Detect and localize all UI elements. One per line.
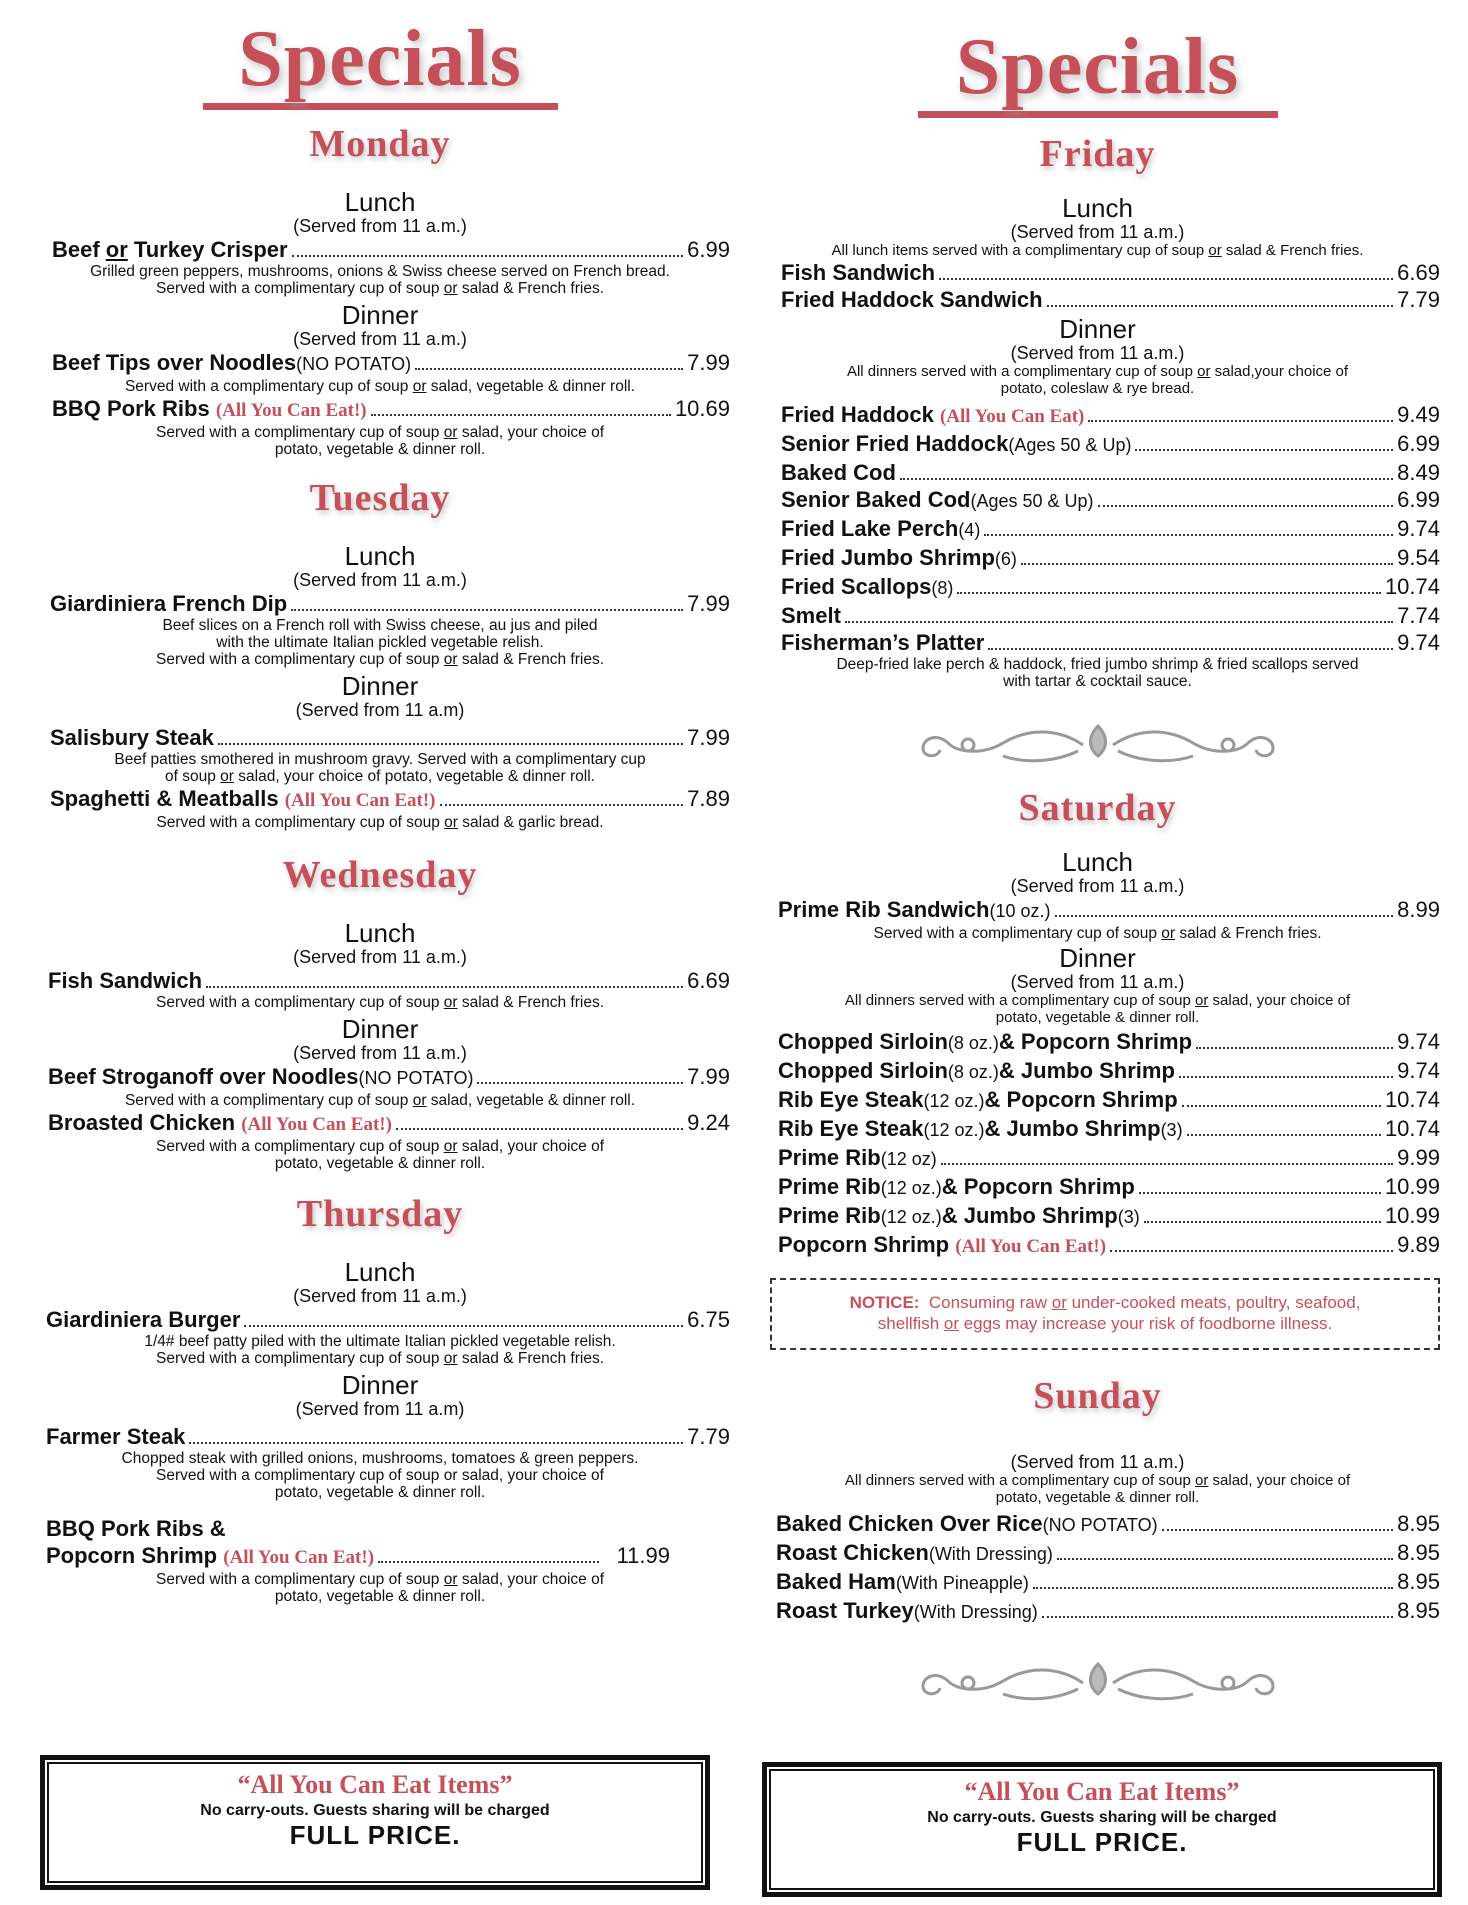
item-name: Roast Turkey: [776, 1598, 914, 1623]
menu-item: Giardiniera French Dip 7.99: [50, 591, 730, 616]
item-name: Baked Cod: [781, 460, 896, 485]
menu-item: [776, 1539, 1440, 1568]
specials-title-left: Specials: [30, 14, 730, 110]
item-price: 8.95: [1397, 1511, 1440, 1536]
item-detail: (Ages 50 & Up): [1008, 435, 1132, 455]
item-description: Served with a complimentary cup of soup or salad, your choice of potato, vegetable & dinner roll.: [155, 1571, 605, 1605]
item-price: 10.99: [1384, 1174, 1440, 1199]
menu-item: [776, 1568, 1440, 1597]
item-price: 9.74: [1397, 1058, 1440, 1083]
specials-title-right: Specials: [745, 22, 1450, 118]
served-time: (Served from 11 a.m.): [293, 329, 467, 349]
meal-note: All dinners served with a complimentary cup of soup or salad, your choice of potato, vegetable & dinner roll.: [844, 1472, 1351, 1506]
left-column: [30, 0, 730, 1605]
item-detail: (With Dressing): [928, 1544, 1053, 1564]
served-time: (Served from 11 a.m.): [293, 570, 467, 590]
day-heading-monday: Monday: [309, 123, 451, 165]
item-name: Fried Jumbo Shrimp: [781, 545, 995, 570]
friday-dinner-list: [745, 401, 1450, 656]
meal-note: All lunch items served with a complimentary cup of soup or salad & French fries.: [831, 242, 1364, 259]
item-price: 9.49: [1397, 402, 1440, 427]
item-name: Baked Chicken Over Rice: [776, 1511, 1043, 1536]
menu-item: [781, 515, 1440, 544]
item-name: Smelt: [781, 603, 841, 628]
served-time: (Served from 11 a.m): [295, 700, 465, 720]
menu-item: [778, 1086, 1440, 1115]
item-name: Fisherman’s Platter: [781, 630, 985, 655]
day-heading-tuesday: Tuesday: [309, 477, 451, 519]
item-name: Fish Sandwich: [781, 260, 936, 285]
menu-item: BBQ Pork Ribs &: [46, 1516, 226, 1541]
item-detail: (With Dressing): [913, 1602, 1038, 1622]
menu-item: [778, 1231, 1440, 1260]
meal-label: Dinner: [1059, 314, 1136, 344]
item-detail: (12 oz.): [880, 1178, 942, 1198]
served-time: (Served from 11 a.m.): [293, 1043, 467, 1063]
item-description: 1/4# beef patty piled with the ultimate Italian pickled vegetable relish. Served with a complimentary cup of soup or salad & French fries.: [144, 1333, 616, 1367]
meal-label: Lunch: [344, 541, 416, 571]
served-time: (Served from 11 a.m.): [293, 947, 467, 967]
day-heading-sunday: Sunday: [1033, 1375, 1162, 1417]
item-name: Fried Scallops: [781, 574, 932, 599]
item-detail: (12 oz.): [923, 1091, 985, 1111]
item-name: Fried Lake Perch: [781, 516, 959, 541]
item-detail: (Ages 50 & Up): [970, 491, 1094, 511]
menu-item: [781, 486, 1440, 515]
friday-lunch-list: [745, 259, 1450, 313]
menu-item: [781, 286, 1440, 313]
decorative-scroll-icon: [908, 718, 1288, 772]
item-name: & Popcorn Shrimp: [984, 1087, 1178, 1112]
menu-item: Spaghetti & Meatballs (All You Can Eat!) 7.89: [50, 786, 730, 811]
meal-label: Dinner: [341, 1014, 419, 1044]
menu-item: Salisbury Steak 7.99: [50, 725, 730, 750]
item-name: & Popcorn Shrimp: [941, 1174, 1135, 1199]
item-name: Fried Haddock Sandwich: [781, 287, 1043, 312]
food-safety-notice: NOTICE: Consuming raw or under-cooked meats, poultry, seafood, shellfish or eggs may increase your risk of foodborne illness.: [770, 1278, 1440, 1350]
item-name: Fried Haddock: [781, 402, 934, 427]
item-price: 8.49: [1397, 460, 1440, 485]
served-time: (Served from 11 a.m.): [1010, 876, 1185, 896]
day-heading-thursday: Thursday: [296, 1193, 464, 1235]
item-description: Served with a complimentary cup of soup or salad, your choice of potato, vegetable & dinner roll.: [155, 424, 605, 458]
item-name: & Jumbo Shrimp: [984, 1116, 1161, 1141]
item-description: Beef slices on a French roll with Swiss cheese, au jus and piled with the ultimate Italian pickled vegetable relish. Served with a complimentary cup of soup or salad & French fries.: [156, 617, 604, 668]
meal-note: All dinners served with a complimentary cup of soup or salad, your choice of potato, vegetable & dinner roll.: [844, 992, 1351, 1026]
item-description: Served with a complimentary cup of soup or salad & French fries.: [873, 925, 1322, 942]
item-detail: (With Pineapple): [895, 1573, 1029, 1593]
served-time: (Served from 11 a.m): [295, 1399, 465, 1419]
menu-item: [778, 1202, 1440, 1231]
served-time: (Served from 11 a.m.): [1010, 972, 1185, 992]
item-price: 6.69: [1397, 260, 1440, 285]
menu-item: Prime Rib Sandwich (10 oz.) 8.99: [778, 897, 1440, 922]
menu-item: [781, 459, 1440, 486]
item-price: 9.99: [1397, 1145, 1440, 1170]
item-name: Rib Eye Steak: [778, 1087, 924, 1112]
item-name: Roast Chicken: [776, 1540, 929, 1565]
menu-item: Popcorn Shrimp (All You Can Eat!) 11.99: [46, 1543, 670, 1568]
item-description: Served with a complimentary cup of soup or salad & garlic bread.: [156, 814, 604, 831]
menu-item: Giardiniera Burger 6.75: [46, 1307, 730, 1332]
item-price: 6.99: [687, 237, 730, 262]
item-detail: (3): [1160, 1120, 1183, 1140]
item-price: 9.74: [1397, 630, 1440, 655]
item-description: Chopped steak with grilled onions, mushrooms, tomatoes & green peppers. Served with a complimentary cup of soup or salad, your choice of potato, vegetable & dinner roll.: [121, 1450, 639, 1501]
item-detail: (NO POTATO): [1042, 1515, 1158, 1535]
menu-item: [778, 1057, 1440, 1086]
item-description: Served with a complimentary cup of soup or salad, vegetable & dinner roll.: [124, 1092, 636, 1109]
item-price: 8.95: [1397, 1569, 1440, 1594]
item-price: 8.95: [1397, 1598, 1440, 1623]
menu-item: Broasted Chicken (All You Can Eat!) 9.24: [48, 1110, 730, 1135]
item-price: 10.74: [1384, 1087, 1440, 1112]
menu-item: [778, 1115, 1440, 1144]
item-price: 6.99: [1397, 431, 1440, 456]
all-you-can-eat-box-right: “All You Can Eat Items” No carry-outs. Guests sharing will be charged FULL PRICE.: [762, 1762, 1442, 1897]
all-you-can-eat-tag: (All You Can Eat): [939, 406, 1085, 427]
meal-label: Lunch: [344, 187, 416, 217]
meal-label: Dinner: [341, 1370, 419, 1400]
meal-label: Dinner: [341, 300, 419, 330]
all-you-can-eat-box-left: “All You Can Eat Items” No carry-outs. Guests sharing will be charged FULL PRICE.: [40, 1755, 710, 1890]
item-detail: (12 oz): [880, 1149, 937, 1169]
menu-item: Beef Stroganoff over Noodles (NO POTATO) 7.99: [48, 1064, 730, 1089]
meal-label: Lunch: [344, 1257, 416, 1287]
item-description: Served with a complimentary cup of soup or salad & French fries.: [156, 994, 604, 1011]
served-time: (Served from 11 a.m.): [293, 216, 467, 236]
item-price: 9.74: [1397, 1029, 1440, 1054]
day-heading-wednesday: Wednesday: [282, 854, 478, 896]
item-detail: (8 oz.): [947, 1033, 999, 1053]
item-detail: (12 oz.): [880, 1207, 942, 1227]
item-price: 7.74: [1397, 603, 1440, 628]
served-time: (Served from 11 a.m.): [1010, 1452, 1185, 1472]
item-name: Chopped Sirloin: [778, 1029, 948, 1054]
menu-item: [781, 602, 1440, 629]
item-name: Chopped Sirloin: [778, 1058, 948, 1083]
menu-item: [776, 1597, 1440, 1626]
meal-note: All dinners served with a complimentary cup of soup or salad,your choice of potato, coleslaw & rye bread.: [846, 363, 1349, 397]
item-price: 10.74: [1384, 574, 1440, 599]
item-detail: (3): [1117, 1207, 1140, 1227]
item-price: 8.95: [1397, 1540, 1440, 1565]
item-price: 10.74: [1384, 1116, 1440, 1141]
menu-item: [781, 430, 1440, 459]
title-underline: [918, 111, 1278, 118]
menu-item: [781, 259, 1440, 286]
meal-label: Dinner: [341, 671, 419, 701]
item-name: Prime Rib: [778, 1203, 881, 1228]
served-time: (Served from 11 a.m.): [293, 1286, 467, 1306]
item-detail: (8 oz.): [947, 1062, 999, 1082]
item-detail: (4): [958, 520, 981, 540]
menu-item: [776, 1510, 1440, 1539]
item-detail: (8): [931, 578, 954, 598]
item-description: Beef patties smothered in mushroom gravy. Served with a complimentary cup of soup or salad, your choice of potato, vegetable & dinner roll.: [114, 751, 646, 785]
item-price: 9.89: [1397, 1232, 1440, 1257]
item-name: Prime Rib: [778, 1145, 881, 1170]
item-name: & Jumbo Shrimp: [941, 1203, 1118, 1228]
menu-item: [778, 1028, 1440, 1057]
meal-label: Lunch: [1062, 193, 1133, 223]
all-you-can-eat-tag: (All You Can Eat!): [955, 1236, 1107, 1257]
item-description: Deep-fried lake perch & haddock, fried jumbo shrimp & fried scallops served with tartar & cocktail sauce.: [836, 656, 1359, 690]
menu-item: [781, 544, 1440, 573]
served-time: (Served from 11 a.m.): [1010, 222, 1185, 242]
item-name: Baked Ham: [776, 1569, 896, 1594]
item-name: & Popcorn Shrimp: [998, 1029, 1193, 1054]
item-name: Rib Eye Steak: [778, 1116, 924, 1141]
item-name: Prime Rib: [778, 1174, 881, 1199]
decorative-scroll-icon: [908, 1656, 1288, 1710]
item-price: 9.74: [1397, 516, 1440, 541]
item-detail: (6): [994, 549, 1017, 569]
menu-item: Beef Tips over Noodles (NO POTATO) 7.99: [52, 350, 730, 375]
item-description: Served with a complimentary cup of soup or salad, your choice of potato, vegetable & dinner roll.: [155, 1138, 605, 1172]
menu-item: [778, 1173, 1440, 1202]
item-name: & Jumbo Shrimp: [998, 1058, 1175, 1083]
item-name: Popcorn Shrimp: [778, 1232, 950, 1257]
menu-item: Farmer Steak 7.79: [46, 1424, 730, 1449]
meal-label: Lunch: [1062, 847, 1133, 877]
menu-item: [781, 629, 1440, 656]
item-detail: (12 oz.): [923, 1120, 985, 1140]
sunday-list: [745, 1510, 1450, 1626]
item-description: Served with a complimentary cup of soup or salad, vegetable & dinner roll.: [124, 378, 636, 395]
meal-label: Lunch: [344, 918, 416, 948]
item-price: 7.79: [1397, 287, 1440, 312]
menu-item: Fish Sandwich 6.69: [48, 968, 730, 993]
item-description: Grilled green peppers, mushrooms, onions & Swiss cheese served on French bread. Served with a complimentary cup of soup or salad & French fries.: [90, 263, 670, 297]
item-name: Senior Fried Haddock: [781, 431, 1009, 456]
day-heading-saturday: Saturday: [1018, 787, 1177, 829]
menu-item: [781, 573, 1440, 602]
item-price: 10.99: [1384, 1203, 1440, 1228]
menu-item: [778, 1144, 1440, 1173]
day-heading-friday: Friday: [1039, 133, 1156, 175]
menu-item: [781, 401, 1440, 430]
meal-label: Dinner: [1059, 943, 1136, 973]
menu-item: BBQ Pork Ribs (All You Can Eat!) 10.69: [52, 396, 730, 421]
saturday-dinner-list: [745, 1028, 1450, 1260]
menu-item: Beef or Turkey Crisper 6.99: [52, 237, 730, 262]
item-name: Senior Baked Cod: [781, 487, 971, 512]
right-column: [745, 0, 1450, 1710]
item-price: 9.54: [1397, 545, 1440, 570]
title-underline: [203, 103, 558, 110]
item-price: 6.99: [1397, 487, 1440, 512]
served-time: (Served from 11 a.m.): [1010, 343, 1185, 363]
